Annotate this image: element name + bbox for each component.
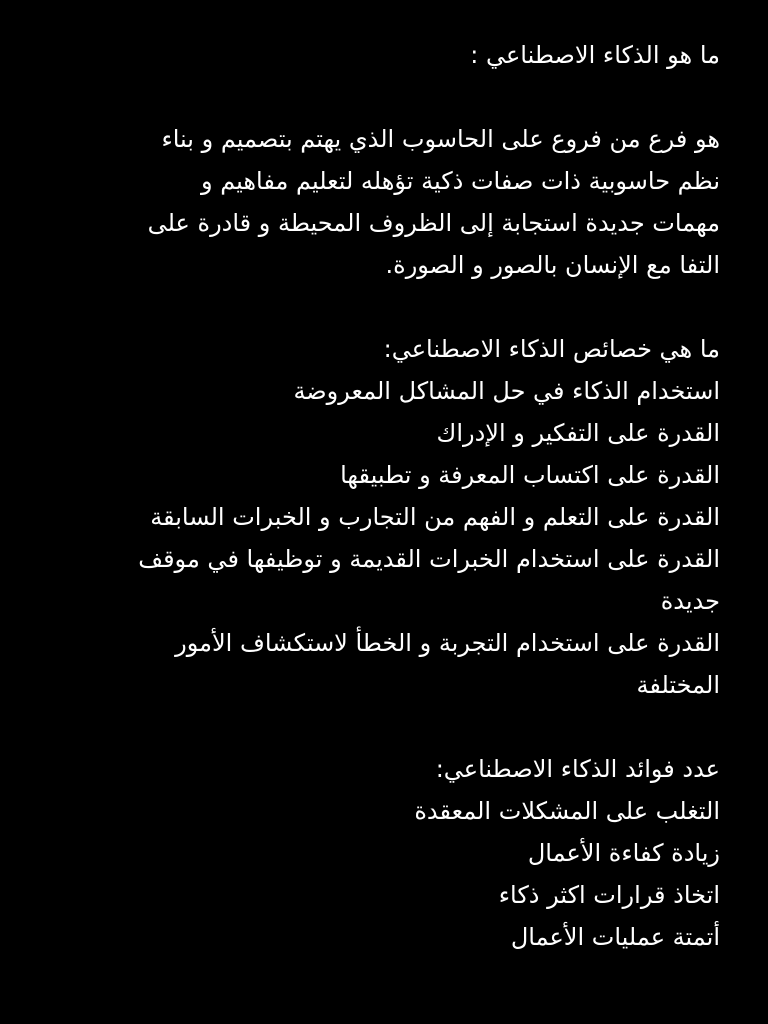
heading-characteristics: ما هي خصائص الذكاء الاصطناعي: xyxy=(383,335,720,363)
characteristic-item: القدرة على اكتساب المعرفة و تطبيقها xyxy=(340,461,720,489)
benefit-item: التغلب على المشكلات المعقدة xyxy=(414,797,720,825)
blank-line xyxy=(48,286,720,328)
characteristic-item: استخدام الذكاء في حل المشاكل المعروضة xyxy=(293,377,720,405)
characteristic-item: المختلفة xyxy=(636,671,720,699)
definition-line: مهمات جديدة استجابة إلى الظروف المحيطة و قادرة على xyxy=(147,209,720,237)
characteristic-item: القدرة على استخدام الخبرات القديمة و توظيفها في موقف xyxy=(138,545,720,573)
characteristic-item: القدرة على التعلم و الفهم من التجارب و الخبرات السابقة xyxy=(150,503,720,531)
characteristic-item: جديدة xyxy=(660,587,720,615)
characteristic-item: القدرة على استخدام التجربة و الخطأ لاستكشاف الأمور xyxy=(175,629,720,657)
heading-what-is-ai: ما هو الذكاء الاصطناعي : xyxy=(470,41,720,69)
heading-benefits: عدد فوائد الذكاء الاصطناعي: xyxy=(435,755,720,783)
definition-line: التفا مع الإنسان بالصور و الصورة. xyxy=(385,251,720,279)
benefit-item: أتمتة عمليات الأعمال xyxy=(510,923,720,951)
blank-line xyxy=(48,706,720,748)
characteristic-item: القدرة على التفكير و الإدراك xyxy=(436,419,720,447)
definition-line: هو فرع من فروع على الحاسوب الذي يهتم بتصميم و بناء xyxy=(161,125,720,153)
note-text-body[interactable] xyxy=(48,34,720,958)
definition-line: نظم حاسوبية ذات صفات ذكية تؤهله لتعليم مفاهيم و xyxy=(200,167,720,195)
blank-line xyxy=(48,76,720,118)
benefit-item: اتخاذ قرارات اكثر ذكاء xyxy=(498,881,720,909)
benefit-item: زيادة كفاءة الأعمال xyxy=(527,839,720,867)
